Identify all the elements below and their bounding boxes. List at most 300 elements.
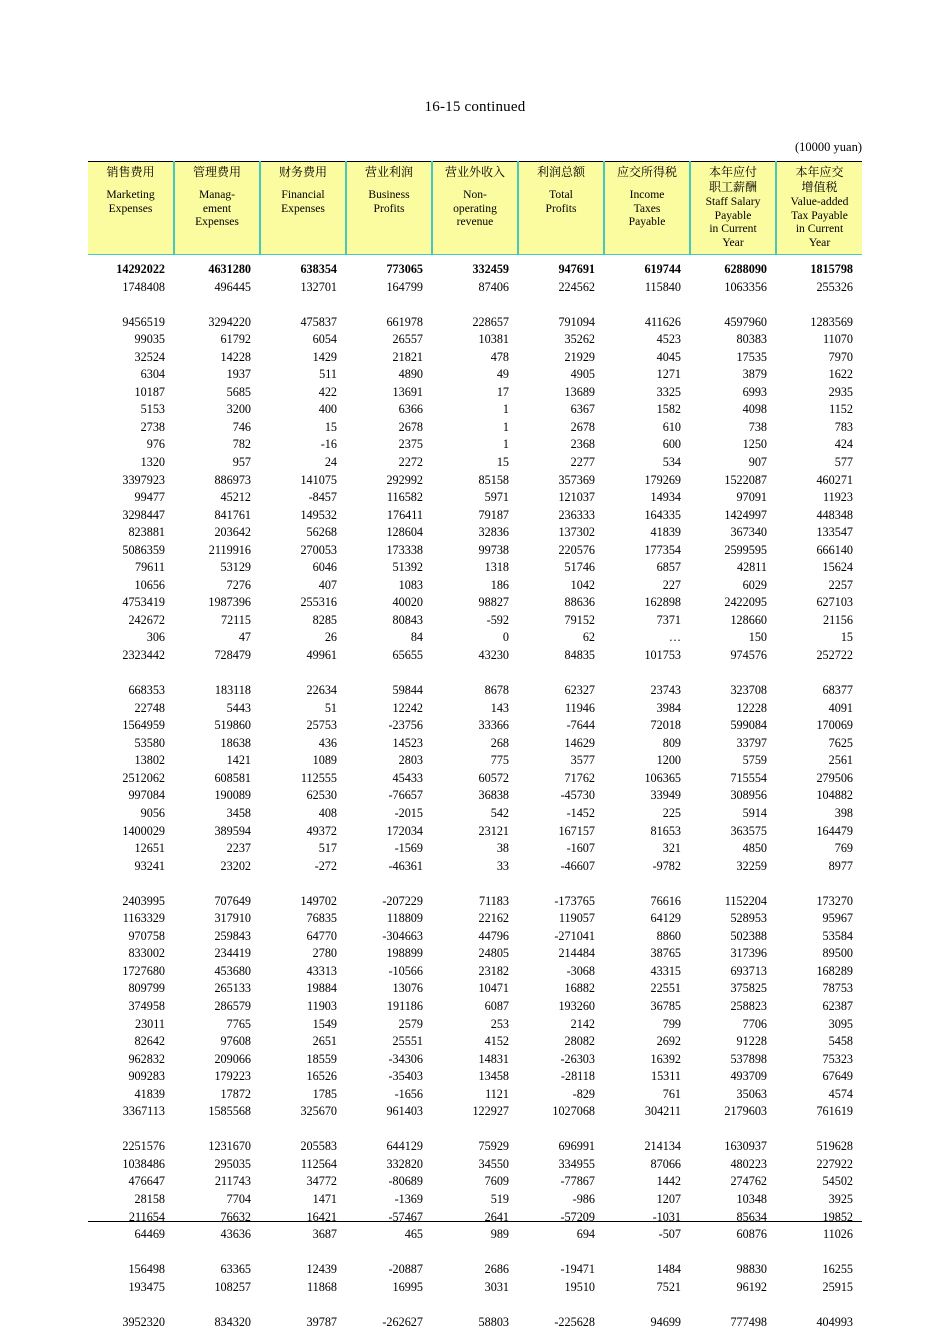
table-cell: 68377 <box>822 683 853 698</box>
table-cell: 2272 <box>398 455 423 470</box>
column-header-row <box>88 162 862 255</box>
table-cell: 23743 <box>650 683 681 698</box>
column-header-en: Tax Payable <box>791 208 848 222</box>
table-cell: 172034 <box>386 823 423 838</box>
table-cell: 259843 <box>214 928 251 943</box>
table-cell: 2579 <box>398 1016 423 1031</box>
table-cell: 227 <box>662 577 681 592</box>
table-cell: 116582 <box>386 490 423 505</box>
table-cell: 6366 <box>398 402 423 417</box>
table-cell: 1121 <box>485 1086 509 1101</box>
table-cell: 236333 <box>558 507 595 522</box>
table-cell: 193475 <box>128 1279 165 1294</box>
table-cell: 3687 <box>312 1227 337 1242</box>
column-header-en: Profits <box>373 201 405 215</box>
table-row <box>88 1173 862 1191</box>
spacer-cell <box>518 665 604 683</box>
table-cell: 777498 <box>730 1314 767 1329</box>
table-cell: 407 <box>318 577 337 592</box>
table-cell: 5685 <box>226 384 251 399</box>
table-cell: 62530 <box>306 788 337 803</box>
table-cell: 3031 <box>484 1279 509 1294</box>
table-cell: 5086359 <box>122 542 165 557</box>
column-header-zh: 增值税 <box>801 180 838 194</box>
table-cell: 25551 <box>392 1034 423 1049</box>
table-cell: 53584 <box>822 928 853 943</box>
table-cell: 17 <box>496 384 509 399</box>
column-header-en: Expenses <box>195 215 239 229</box>
table-cell: 4890 <box>398 367 423 382</box>
table-cell: 1283569 <box>810 314 853 329</box>
table-cell: -272 <box>314 858 337 873</box>
table-cell: 11923 <box>822 490 853 505</box>
table-cell: 542 <box>490 805 509 820</box>
table-cell: 88636 <box>564 595 595 610</box>
table-cell: 21821 <box>392 349 423 364</box>
table-cell: 519860 <box>214 718 251 733</box>
table-cell: 104882 <box>816 788 853 803</box>
table-cell: 49961 <box>306 648 337 663</box>
table-cell: 3095 <box>828 1016 853 1031</box>
spacer-cell <box>260 875 346 893</box>
table-cell: 2738 <box>140 419 165 434</box>
table-cell: 3879 <box>742 367 767 382</box>
table-cell: 227922 <box>816 1156 853 1171</box>
table-row <box>88 980 862 998</box>
table-cell: 1063356 <box>724 279 767 294</box>
table-row <box>88 261 862 279</box>
table-cell: 193260 <box>558 998 595 1013</box>
table-cell: 974576 <box>730 648 767 663</box>
table-cell: 13802 <box>134 753 165 768</box>
table-cell: 1421 <box>226 753 251 768</box>
table-cell: 33949 <box>650 788 681 803</box>
table-cell: 63365 <box>220 1262 251 1277</box>
table-cell: 106365 <box>644 770 681 785</box>
table-cell: 98827 <box>478 595 509 610</box>
table-cell: -26303 <box>560 1051 595 1066</box>
column-header-en: Value-added <box>790 195 849 208</box>
table-cell: -1031 <box>652 1209 681 1224</box>
table-cell: 6304 <box>140 367 165 382</box>
table-row <box>88 612 862 630</box>
table-cell: 81653 <box>650 823 681 838</box>
table-cell: 99035 <box>134 332 165 347</box>
table-row <box>88 945 862 963</box>
table-cell: 1042 <box>570 577 595 592</box>
table-cell: 989 <box>490 1227 509 1242</box>
table-cell: 8860 <box>656 928 681 943</box>
table-row <box>88 489 862 507</box>
table-row <box>88 1314 862 1332</box>
table-cell: 357369 <box>558 472 595 487</box>
table-row <box>88 436 862 454</box>
header-gap <box>265 180 341 188</box>
table-cell: 773065 <box>386 262 423 276</box>
column-header-zh: 利润总额 <box>536 165 585 179</box>
table-cell: 190089 <box>214 788 251 803</box>
table-row <box>88 928 862 946</box>
table-cell: 24 <box>324 455 337 470</box>
table-cell: 644129 <box>386 1139 423 1154</box>
table-cell: 304211 <box>644 1104 681 1119</box>
table-cell: 2257 <box>828 577 853 592</box>
table-cell: 7970 <box>828 349 853 364</box>
table-cell: 128604 <box>386 525 423 540</box>
table-cell: 5443 <box>226 700 251 715</box>
table-cell: 76835 <box>306 911 337 926</box>
table-cell: 1207 <box>656 1191 681 1206</box>
table-cell: 907 <box>748 455 767 470</box>
column-header-en: Total <box>549 188 573 201</box>
column-header-6 <box>518 162 604 255</box>
table-cell: -9782 <box>652 858 681 873</box>
table-cell: 1152204 <box>724 893 767 908</box>
table-cell: 1815798 <box>810 262 853 276</box>
spacer-cell <box>776 1296 862 1314</box>
table-cell: 738 <box>748 419 767 434</box>
table-cell: 15624 <box>822 560 853 575</box>
table-cell: 909283 <box>128 1069 165 1084</box>
table-cell: -829 <box>572 1086 595 1101</box>
spacer-cell <box>346 875 432 893</box>
table-cell: -1452 <box>566 805 595 820</box>
table-cell: -592 <box>486 612 509 627</box>
spacer-cell <box>776 665 862 683</box>
table-row <box>88 823 862 841</box>
table-cell: 14228 <box>220 349 251 364</box>
table-cell: 203642 <box>214 525 251 540</box>
table-cell: -28118 <box>560 1069 595 1084</box>
spacer-cell <box>260 1296 346 1314</box>
table-cell: -46361 <box>388 858 423 873</box>
table-cell: 179223 <box>214 1069 251 1084</box>
table-cell: 149532 <box>300 507 337 522</box>
table-spacer-row <box>88 665 862 683</box>
table-cell: 22162 <box>478 911 509 926</box>
table-cell: 1622 <box>828 367 853 382</box>
table-cell: 332459 <box>472 262 509 276</box>
column-header-en: Marketing <box>106 188 155 201</box>
column-header-en: in Current <box>709 222 757 236</box>
table-cell: 1089 <box>312 753 337 768</box>
table-cell: 58803 <box>478 1314 509 1329</box>
table-cell: 34550 <box>478 1156 509 1171</box>
table-cell: 38 <box>496 841 509 856</box>
header-gap <box>92 180 169 188</box>
table-row <box>88 752 862 770</box>
table-cell: 7704 <box>226 1191 251 1206</box>
table-cell: 6054 <box>312 332 337 347</box>
table-cell: 841761 <box>214 507 251 522</box>
table-row <box>88 998 862 1016</box>
spacer-cell <box>432 1121 518 1139</box>
table-cell: 761 <box>662 1086 681 1101</box>
table-cell: 60876 <box>736 1227 767 1242</box>
table-cell: 108257 <box>214 1279 251 1294</box>
table-cell: 4574 <box>828 1086 853 1101</box>
table-cell: 2641 <box>484 1209 509 1224</box>
column-header-zh: 营业利润 <box>364 165 413 179</box>
column-header-4 <box>346 162 432 255</box>
table-cell: 1442 <box>656 1174 681 1189</box>
spacer-cell <box>690 1244 776 1262</box>
table-cell: 89500 <box>822 946 853 961</box>
spacer-cell <box>604 1244 690 1262</box>
table-cell: 2780 <box>312 946 337 961</box>
table-cell: 2935 <box>828 384 853 399</box>
table-cell: 782 <box>232 437 251 452</box>
table-cell: 49372 <box>306 823 337 838</box>
table-cell: 321 <box>662 841 681 856</box>
table-cell: 1152 <box>829 402 853 417</box>
table-cell: 16255 <box>822 1262 853 1277</box>
table-cell: 19884 <box>306 981 337 996</box>
table-cell: 84 <box>410 630 423 645</box>
table-cell: 78753 <box>822 981 853 996</box>
table-cell: 4152 <box>484 1034 509 1049</box>
table-spacer-row <box>88 875 862 893</box>
table-cell: 295035 <box>214 1156 251 1171</box>
table-cell: 47 <box>238 630 251 645</box>
table-cell: 475837 <box>300 314 337 329</box>
spacer-cell <box>432 665 518 683</box>
table-cell: 460271 <box>816 472 853 487</box>
table-cell: 61792 <box>220 332 251 347</box>
spacer-cell <box>432 1244 518 1262</box>
table-cell: 2237 <box>226 841 251 856</box>
column-header-7 <box>604 162 690 255</box>
table-cell: 94699 <box>650 1314 681 1329</box>
table-cell: 44796 <box>478 928 509 943</box>
table-cell: 375825 <box>730 981 767 996</box>
table-cell: 6087 <box>484 998 509 1013</box>
spacer-cell <box>690 665 776 683</box>
table-cell: 32259 <box>736 858 767 873</box>
table-cell: … <box>668 630 681 645</box>
table-cell: 255316 <box>300 595 337 610</box>
table-cell: 1748408 <box>122 279 165 294</box>
table-cell: 453680 <box>214 963 251 978</box>
table-cell: 79152 <box>564 612 595 627</box>
table-cell: 87406 <box>478 279 509 294</box>
table-cell: 9456519 <box>122 314 165 329</box>
table-cell: 64770 <box>306 928 337 943</box>
table-cell: 115840 <box>644 279 681 294</box>
table-cell: 3577 <box>570 753 595 768</box>
table-cell: 496445 <box>214 279 251 294</box>
table-cell: 64129 <box>650 911 681 926</box>
table-cell: 534 <box>662 455 681 470</box>
table-cell: 6046 <box>312 560 337 575</box>
spacer-cell <box>604 875 690 893</box>
table-row <box>88 401 862 419</box>
column-header-en: Expenses <box>108 201 153 215</box>
table-cell: 1424997 <box>724 507 767 522</box>
spacer-cell <box>690 875 776 893</box>
table-cell: 32524 <box>134 349 165 364</box>
table-cell: 823881 <box>128 525 165 540</box>
table-cell: 121037 <box>558 490 595 505</box>
table-cell: 23182 <box>478 963 509 978</box>
table-cell: 33797 <box>736 735 767 750</box>
table-cell: 95967 <box>822 911 853 926</box>
spacer-cell <box>260 1244 346 1262</box>
table-cell: 2179603 <box>724 1104 767 1119</box>
table-cell: 16421 <box>306 1209 337 1224</box>
table-row <box>88 717 862 735</box>
table-cell: 4597960 <box>724 314 767 329</box>
table-cell: 317396 <box>730 946 767 961</box>
table-cell: 19852 <box>822 1209 853 1224</box>
spacer-cell <box>260 296 346 314</box>
table-cell: 43636 <box>220 1227 251 1242</box>
table-cell: -45730 <box>560 788 595 803</box>
table-cell: 970758 <box>128 928 165 943</box>
table-cell: -8457 <box>308 490 337 505</box>
table-cell: 71183 <box>478 893 509 908</box>
table-cell: 173270 <box>816 893 853 908</box>
column-header-2 <box>174 162 260 255</box>
table-cell: 12439 <box>306 1262 337 1277</box>
table-cell: 3294220 <box>208 314 251 329</box>
table-cell: 374958 <box>128 998 165 1013</box>
table-cell: 38765 <box>650 946 681 961</box>
table-cell: 600 <box>662 437 681 452</box>
table-row <box>88 700 862 718</box>
table-row <box>88 542 862 560</box>
column-header-en: Income <box>629 188 665 201</box>
table-cell: 258823 <box>730 998 767 1013</box>
table-cell: 2422095 <box>724 595 767 610</box>
table-cell: 286579 <box>214 998 251 1013</box>
table-body-wrapper <box>88 261 862 1331</box>
table-cell: -2015 <box>394 805 423 820</box>
table-cell: 13076 <box>392 981 423 996</box>
table-cell: 809799 <box>128 981 165 996</box>
spacer-cell <box>346 1296 432 1314</box>
table-cell: 26557 <box>392 332 423 347</box>
table-cell: 14934 <box>650 490 681 505</box>
table-cell: 610 <box>662 419 681 434</box>
table-cell: 4631280 <box>208 262 251 276</box>
table-cell: 167157 <box>558 823 595 838</box>
table-cell: -19471 <box>560 1262 595 1277</box>
table-row <box>88 1051 862 1069</box>
table-cell: 2803 <box>398 753 423 768</box>
table-cell: 2403995 <box>122 893 165 908</box>
table-cell: 3367113 <box>122 1104 165 1119</box>
table-row <box>88 1103 862 1121</box>
table-cell: 666140 <box>816 542 853 557</box>
table-cell: 1 <box>502 437 509 452</box>
table-cell: 79187 <box>478 507 509 522</box>
table-cell: 56268 <box>306 525 337 540</box>
table-row <box>88 629 862 647</box>
table-cell: 2678 <box>570 419 595 434</box>
table-cell: -1607 <box>566 841 595 856</box>
column-header-en: Manag- <box>198 188 236 201</box>
table-cell: 28082 <box>564 1034 595 1049</box>
table-cell: 761619 <box>816 1104 853 1119</box>
spacer-cell <box>346 1121 432 1139</box>
table-cell: 746 <box>232 419 251 434</box>
table-cell: 64469 <box>134 1227 165 1242</box>
table-cell: 17872 <box>220 1086 251 1101</box>
table-row <box>88 366 862 384</box>
table-cell: 98830 <box>736 1262 767 1277</box>
spacer-cell <box>346 296 432 314</box>
table-cell: 59844 <box>392 683 423 698</box>
column-header-8 <box>690 162 776 255</box>
table-row <box>88 472 862 490</box>
table-spacer-row <box>88 1244 862 1262</box>
table-cell: 80383 <box>736 332 767 347</box>
table-cell: 3200 <box>226 402 251 417</box>
table-cell: 809 <box>662 735 681 750</box>
table-cell: 292992 <box>386 472 423 487</box>
table-cell: 1320 <box>140 455 165 470</box>
table-cell: 162898 <box>644 595 681 610</box>
table-row <box>88 647 862 665</box>
table-cell: 693713 <box>730 963 767 978</box>
table-cell: 411626 <box>644 314 681 329</box>
table-cell: 2678 <box>398 419 423 434</box>
table-cell: 947691 <box>558 262 595 276</box>
column-header-zh: 职工薪酬 <box>708 180 757 194</box>
table-cell: -1369 <box>394 1191 423 1206</box>
table-cell: 528953 <box>730 911 767 926</box>
table-header <box>88 161 862 255</box>
table-cell: 179269 <box>644 472 681 487</box>
table-cell: 2599595 <box>724 542 767 557</box>
table-cell: 122927 <box>472 1104 509 1119</box>
column-header-en: in Current <box>795 222 844 236</box>
spacer-cell <box>346 665 432 683</box>
table-cell: 198899 <box>386 946 423 961</box>
table-cell: 211654 <box>128 1209 165 1224</box>
table-row <box>88 840 862 858</box>
table-cell: 164799 <box>386 279 423 294</box>
table-cell: 118809 <box>386 911 423 926</box>
table-row <box>88 1156 862 1174</box>
table-cell: 833002 <box>128 946 165 961</box>
column-header-en: Profits <box>545 201 577 215</box>
header-gap <box>609 180 685 188</box>
table-cell: 957 <box>232 455 251 470</box>
table-cell: 8678 <box>484 683 509 698</box>
table-cell: 112564 <box>300 1156 337 1171</box>
table-cell: 2323442 <box>122 648 165 663</box>
table-cell: 7625 <box>828 735 853 750</box>
spacer-cell <box>604 665 690 683</box>
table-cell: 7609 <box>484 1174 509 1189</box>
table-cell: 17535 <box>736 349 767 364</box>
table-cell: 39787 <box>306 1314 337 1329</box>
table-cell: 14292022 <box>116 262 165 276</box>
spacer-cell <box>776 875 862 893</box>
table-cell: -10566 <box>388 963 423 978</box>
table-cell: 23121 <box>478 823 509 838</box>
table-cell: 5153 <box>140 402 165 417</box>
table-cell: -507 <box>658 1227 681 1242</box>
table-cell: 18559 <box>306 1051 337 1066</box>
table-cell: 6993 <box>742 384 767 399</box>
table-cell: 608581 <box>214 770 251 785</box>
table-cell: 13691 <box>392 384 423 399</box>
spacer-cell <box>776 1244 862 1262</box>
table-cell: 4091 <box>828 700 853 715</box>
